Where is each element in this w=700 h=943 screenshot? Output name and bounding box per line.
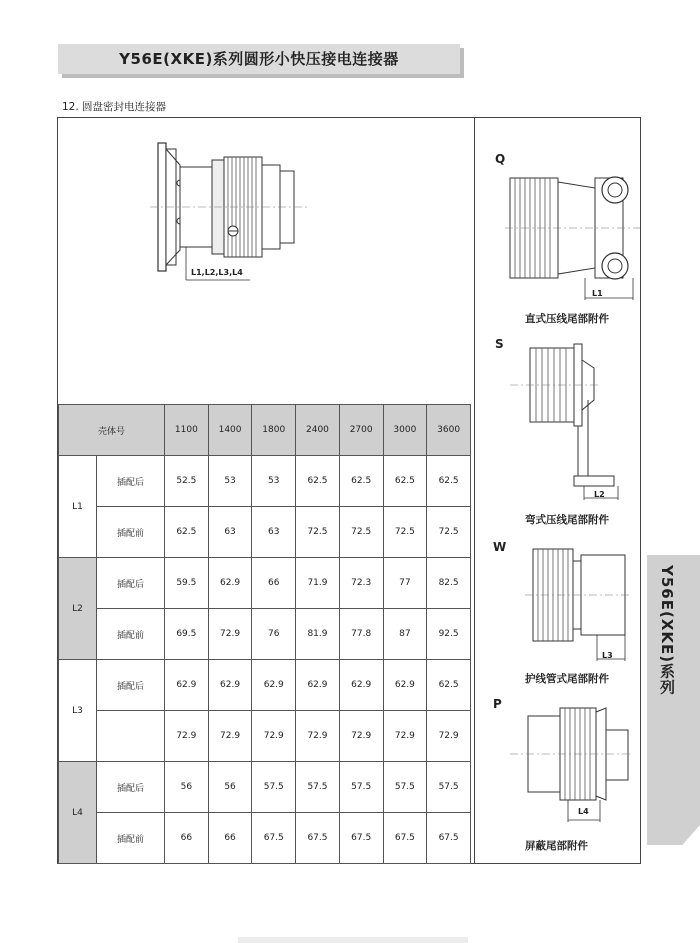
- table-cell: 62.9: [208, 558, 252, 609]
- table-cell: 62.5: [165, 507, 209, 558]
- table-cell: 72.9: [339, 711, 383, 762]
- table-cell: 62.9: [383, 660, 427, 711]
- table-cell: 72.9: [208, 609, 252, 660]
- footer-bar: [238, 937, 468, 943]
- table-row: [59, 762, 471, 813]
- row-label: 插配后: [97, 660, 165, 711]
- table-cell: 67.5: [296, 813, 340, 864]
- column-header: 3000: [383, 405, 427, 456]
- accessory-dimension-q: L1: [592, 289, 603, 298]
- table-cell: 66: [165, 813, 209, 864]
- table-cell: 66: [252, 558, 296, 609]
- row-label: 插配前: [97, 507, 165, 558]
- main-dimension-label: L1,L2,L3,L4: [191, 268, 243, 277]
- table-cell: 82.5: [427, 558, 471, 609]
- table-cell: 59.5: [165, 558, 209, 609]
- table-cell: 57.5: [427, 762, 471, 813]
- column-header: 2700: [339, 405, 383, 456]
- group-label: L3: [59, 660, 97, 762]
- main-connector-drawing: [150, 135, 330, 285]
- shield-accessory-drawing: [510, 700, 635, 825]
- series-side-label: Y56E(XKE)系列: [658, 565, 676, 696]
- accessory-caption-p: 屏蔽尾部附件: [525, 840, 588, 852]
- table-cell: 62.5: [383, 456, 427, 507]
- table-cell: 72.9: [165, 711, 209, 762]
- table-cell: 87: [383, 609, 427, 660]
- frame-divider: [474, 117, 475, 864]
- row-label: 插配前: [97, 813, 165, 864]
- table-cell: 53: [208, 456, 252, 507]
- accessory-caption-q: 直式压线尾部附件: [525, 313, 609, 325]
- table-cell: 66: [208, 813, 252, 864]
- accessory-dimension-s: L2: [594, 490, 605, 499]
- table-cell: 72.5: [339, 507, 383, 558]
- table-cell: 57.5: [296, 762, 340, 813]
- table-cell: 57.5: [383, 762, 427, 813]
- page-title: Y56E(XKE)系列圆形小快压接电连接器: [119, 50, 399, 68]
- table-cell: 62.5: [427, 456, 471, 507]
- group-label: L4: [59, 762, 97, 864]
- row-label: 插配后: [97, 456, 165, 507]
- table-cell: 62.5: [427, 660, 471, 711]
- accessory-dimension-w: L3: [602, 651, 613, 660]
- table-cell: 62.9: [208, 660, 252, 711]
- table-cell: 72.9: [383, 711, 427, 762]
- table-cell: 67.5: [383, 813, 427, 864]
- table-cell: 62.5: [296, 456, 340, 507]
- table-row: [59, 660, 471, 711]
- table-cell: 67.5: [252, 813, 296, 864]
- accessory-dimension-p: L4: [578, 807, 589, 816]
- table-cell: 62.5: [339, 456, 383, 507]
- table-cell: 56: [208, 762, 252, 813]
- conduit-accessory-drawing: [525, 545, 635, 665]
- table-cell: 77: [383, 558, 427, 609]
- table-row: [59, 456, 471, 507]
- table-row: [59, 813, 471, 864]
- table-header-row: [59, 405, 471, 456]
- table-cell: 63: [208, 507, 252, 558]
- row-label: 插配前: [97, 609, 165, 660]
- table-cell: 72.3: [339, 558, 383, 609]
- table-cell: 69.5: [165, 609, 209, 660]
- straight-crimp-accessory-drawing: [505, 168, 640, 303]
- table-cell: 81.9: [296, 609, 340, 660]
- table-cell: 67.5: [339, 813, 383, 864]
- table-cell: 62.9: [252, 660, 296, 711]
- table-cell: 63: [252, 507, 296, 558]
- group-label: L1: [59, 456, 97, 558]
- table-cell: 92.5: [427, 609, 471, 660]
- side-tab-corner: [647, 825, 700, 885]
- table-cell: 57.5: [252, 762, 296, 813]
- column-header: 1100: [165, 405, 209, 456]
- table-cell: 52.5: [165, 456, 209, 507]
- table-cell: 62.9: [296, 660, 340, 711]
- table-cell: 77.8: [339, 609, 383, 660]
- angled-crimp-accessory-drawing: [510, 340, 630, 500]
- table-row: [59, 558, 471, 609]
- table-row: [59, 507, 471, 558]
- row-label: [97, 711, 165, 762]
- table-cell: 57.5: [339, 762, 383, 813]
- table-cell: 71.9: [296, 558, 340, 609]
- table-row: [59, 609, 471, 660]
- accessory-caption-w: 护线管式尾部附件: [525, 673, 609, 685]
- table-cell: 56: [165, 762, 209, 813]
- accessory-letter-q: Q: [495, 152, 506, 166]
- group-label: L2: [59, 558, 97, 660]
- table-cell: 67.5: [427, 813, 471, 864]
- dimension-table: [58, 404, 471, 864]
- table-cell: 72.9: [208, 711, 252, 762]
- table-row: [59, 711, 471, 762]
- column-header: 1400: [208, 405, 252, 456]
- table-cell: 72.5: [383, 507, 427, 558]
- table-cell: 62.9: [165, 660, 209, 711]
- table-cell: 72.5: [427, 507, 471, 558]
- column-header: 1800: [252, 405, 296, 456]
- accessory-caption-s: 弯式压线尾部附件: [525, 514, 609, 526]
- shell-size-header: 壳体号: [59, 405, 165, 456]
- column-header: 3600: [427, 405, 471, 456]
- table-cell: 72.9: [252, 711, 296, 762]
- accessory-letter-p: P: [493, 697, 502, 711]
- table-cell: 62.9: [339, 660, 383, 711]
- table-cell: 53: [252, 456, 296, 507]
- column-header: 2400: [296, 405, 340, 456]
- accessory-letter-w: W: [493, 540, 507, 554]
- accessory-letter-s: S: [495, 337, 504, 351]
- table-cell: 76: [252, 609, 296, 660]
- row-label: 插配后: [97, 558, 165, 609]
- table-cell: 72.9: [427, 711, 471, 762]
- section-subtitle: 12. 圆盘密封电连接器: [62, 101, 167, 113]
- row-label: 插配后: [97, 762, 165, 813]
- table-cell: 72.5: [296, 507, 340, 558]
- table-cell: 72.9: [296, 711, 340, 762]
